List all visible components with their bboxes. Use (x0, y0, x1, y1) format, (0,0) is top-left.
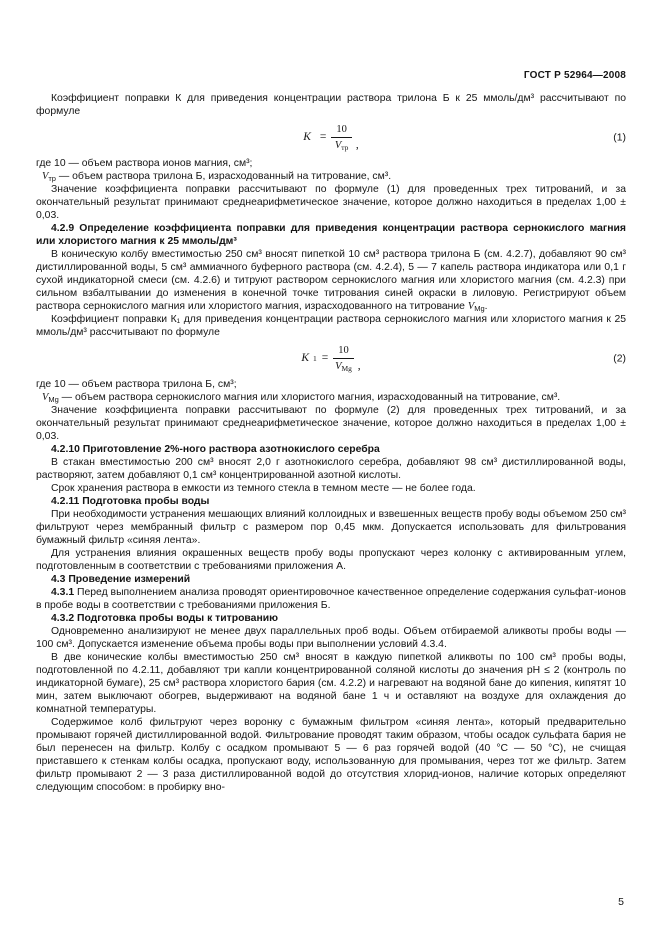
page-number: 5 (618, 896, 624, 908)
doc-number: ГОСТ Р 52964—2008 (523, 70, 626, 81)
procedure-text: В коническую колбу вместимостью 250 см³ вносят пипеткой 10 см³ раствора трилона Б (см. 4.2.7), добавляют 90 см³ дистиллированной воды, 5 см³ аммиачного буферного раствора (см. 4.2.4), 5 — 7 капель раствора индикатора или 0,1 г сухой индикаторной смеси (см. 4.2.6) и титруют раствором сернокислого магния или хлористого магния (см. 4.2.3) при сильном взбалтывании до изменения в конечной точке титрования синей окраски в лиловую. Регистрируют объем раствора сернокислого магния или хлористого магния, израсходованного на титрование (36, 249, 626, 312)
page-header (36, 70, 626, 81)
paragraph-4-2-9-procedure (36, 248, 626, 313)
heading-4-2-10: 4.2.10 Приготовление 2%-ного раствора азотнокислого серебра (51, 444, 380, 455)
heading-4-2-9: 4.2.9 Определение коэффициента поправки для приведения концентрации раствора сернокислого магния или хлористого магния к 25 ммоль/дм³ (36, 223, 626, 247)
paragraph-4-2-10-storage: Срок хранения раствора в емкости из темного стекла в темном месте — не более года. (51, 483, 476, 494)
denominator-subscript: Mg (341, 364, 352, 373)
equals-sign: = (319, 131, 327, 143)
paragraph-4-3-1 (36, 586, 626, 612)
term-variable: V (42, 392, 49, 403)
formula-1-expression (303, 123, 359, 152)
paragraph-4-2-10-preparation: В стакан вместимостью 200 см³ вносят 2,0 г азотнокислого серебра, добавляют 98 см³ дистиллированной воды, растворяют, затем добавляют 0,1 см³ концентрированной азотной кислоты. (36, 457, 626, 481)
paragraph-correction-k-intro: Коэффициент поправки К для приведения концентрации раствора трилона Б к 25 ммоль/дм³ рассчитывают по формуле (36, 93, 626, 117)
paragraph-4-3-2-filtering: Содержимое колб фильтруют через воронку с бумажным фильтром «синяя лента», который предварительно промывают горячей дистиллированной водой. Фильтрование проводят таким образом, чтобы осадок сульфата бария не был перенесен на фильтр. Колбу с осадком промывают 5 — 6 раз горячей водой (40 °С — 50 °С), не счищая приставшего к стенкам колбы осадка, пропускают воду, использованную для промывания, через тот же фильтр. Затем фильтр промывают 2 — 3 раза дистиллированной водой до отсутствия хлорид-ионов, наличие которых определяют следующим способом: в пробирку вно- (36, 717, 626, 793)
document-body (36, 92, 626, 794)
fraction-numerator: 10 (333, 344, 354, 359)
formula-1-punctuation: , (355, 139, 359, 151)
fraction-denominator (335, 138, 349, 152)
paragraph-4-2-11-filtering: При необходимости устранения мешающих влияний коллоидных и взвешенных веществ пробу воды объемом 250 см³ фильтруют через мембранный фильтр с размером пор 0,45 мкм. Допускается использовать для фильтрования бумажный фильтр «синяя лента». (36, 509, 626, 546)
equals-sign: = (321, 352, 329, 364)
inline-variable-v: V (467, 301, 475, 312)
term-subscript: тр (48, 174, 56, 183)
term-subscript: Mg (48, 395, 59, 404)
term-text: — объем раствора трилона Б, израсходованный на титрование, см³. (55, 171, 392, 182)
where-clause-1: где 10 — объем раствора ионов магния, см³; (36, 158, 253, 169)
formula-2-punctuation: , (357, 360, 361, 372)
paragraph-4-3-2-flasks: В две конические колбы вместимостью 250 см³ вносят в каждую пипеткой аликвоты по 100 см³ пробы воды, подготовленной по 4.2.11, добавляют три капли концентрированной соляной кислоты до значения pH ≤ 2 (контроль по индикаторной бумаге), 25 см³ раствора хлористого бария (см. 4.2.2) и нагревают на водяной бане до кипения, кипятят 10 мин, затем выключают обогрев, выдерживают на водяной бане 1 ч и оставляют на воздухе для охлаждения до комнатной температуры. (36, 652, 626, 715)
heading-4-3: 4.3 Проведение измерений (51, 574, 191, 585)
paragraph-correction-k1-intro: Коэффициент поправки К₁ для приведения концентрации раствора сернокислого магния или хлористого магния к 25 ммоль/дм³ рассчитывают по формуле (36, 314, 626, 338)
clause-number-4-3-1: 4.3.1 (51, 587, 75, 598)
term-variable: V (42, 171, 49, 182)
formula-2-number: (2) (613, 353, 626, 365)
formula-1 (36, 123, 626, 153)
term-definition-vtr (36, 170, 626, 183)
paragraph-4-2-11-carbon: Для устранения влияния окрашенных веществ пробу воды пропускают через колонку с активированным углем, подготовленным в соответствии с требованиями приложения А. (36, 548, 626, 572)
fraction-numerator: 10 (331, 123, 352, 138)
formula-2-lhs-sub: 1 (313, 353, 317, 363)
heading-4-2-11: 4.2.11 Подготовка пробы воды (51, 496, 210, 507)
term-definition-vmg (36, 391, 626, 404)
formula-1-fraction (331, 123, 352, 152)
where-clause-2: где 10 — объем раствора трилона Б, см³; (36, 379, 237, 390)
term-text: — объем раствора сернокислого магния или хлористого магния, израсходованный на титрование, см³. (58, 392, 561, 403)
formula-2-expression (301, 344, 360, 373)
formula-2-fraction (333, 344, 354, 373)
denominator-variable: V (334, 140, 342, 151)
procedure-text-end: . (484, 301, 488, 312)
inline-variable-sub: Mg (474, 304, 485, 313)
clause-text-4-3-1: Перед выполнением анализа проводят ориентировочное качественное определение содержания сульфат-ионов в пробе воды в соответствии с требованиями приложения Б. (36, 587, 626, 611)
paragraph-value-2: Значение коэффициента поправки рассчитывают по формуле (2) для проведенных трех титрований, и за окончательный результат принимают среднеарифметическое значение, которое должно находиться в пределах 1,00 ± 0,03. (36, 405, 626, 442)
paragraph-value-1: Значение коэффициента поправки рассчитывают по формуле (1) для проведенных трех титрований, и за окончательный результат принимают среднеарифметическое значение, которое должно находиться в пределах 1,00 ± 0,03. (36, 184, 626, 221)
formula-1-lhs: К (303, 131, 311, 143)
denominator-variable: V (335, 361, 342, 372)
fraction-denominator (335, 359, 352, 373)
denominator-subscript: тр (341, 143, 349, 152)
paragraph-4-3-2-parallel: Одновременно анализируют не менее двух параллельных проб воды. Объем отбираемой аликвоты пробы воды — 100 см³. Допускается изменение объема пробы воды при выполнении условий 4.3.4. (36, 626, 626, 650)
formula-2-lhs: К (301, 352, 309, 364)
formula-2 (36, 344, 626, 374)
formula-1-number: (1) (613, 132, 626, 144)
heading-4-3-2: 4.3.2 Подготовка пробы воды к титрованию (51, 613, 278, 624)
